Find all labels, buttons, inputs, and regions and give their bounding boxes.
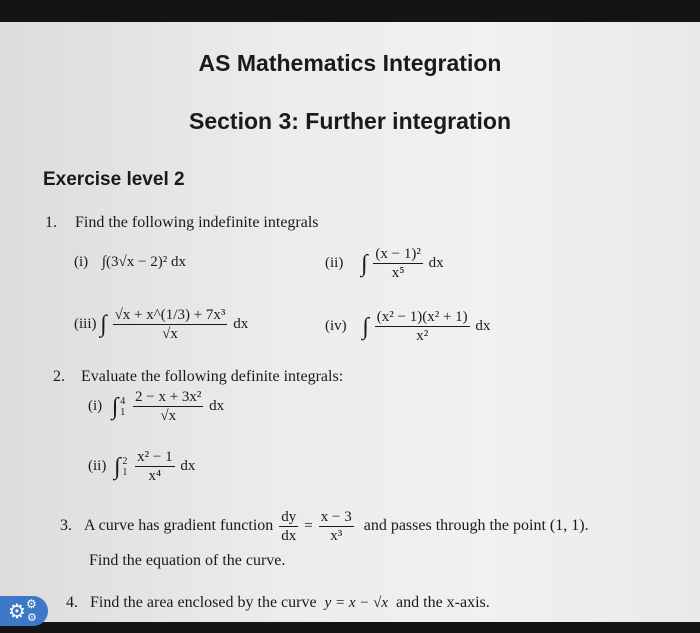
- q2-part-ii-numerator: x² − 1: [137, 449, 173, 465]
- gear-icon: ⚙: [8, 599, 26, 623]
- q1-part-iii-numerator: √x + x^(1/3) + 7x³: [114, 307, 226, 323]
- q1-part-ii-label: (ii): [325, 254, 344, 271]
- q3-equals: =: [304, 518, 313, 535]
- gear-icon: ⚙: [26, 597, 37, 611]
- q2-part-i-upper-limit: 4: [120, 395, 126, 407]
- q3-derivative: [279, 508, 298, 545]
- top-bezel: [0, 0, 700, 22]
- question-1-number: 1.: [45, 214, 57, 231]
- q1-part-ii-dx: dx: [428, 254, 444, 271]
- q1-part-i: [74, 254, 186, 271]
- question-3-line-2: Find the equation of the curve.: [89, 552, 286, 569]
- q1-part-iii-fraction: [113, 306, 228, 343]
- integral-sign: ∫: [111, 393, 119, 420]
- integral-sign: ∫: [100, 311, 107, 338]
- q1-part-iv-label: (iv): [325, 317, 347, 334]
- question-1-text: Find the following indefinite integrals: [75, 214, 319, 231]
- gear-icon: ⚙: [27, 611, 37, 624]
- q3-gradient-numerator: x − 3: [320, 509, 352, 525]
- integral-sign: ∫: [361, 250, 368, 277]
- q1-part-iv-fraction: [375, 308, 470, 345]
- q2-part-i-limits: [120, 396, 125, 418]
- q1-part-ii-fraction: [373, 245, 422, 282]
- exercise-heading: Exercise level 2: [43, 169, 185, 190]
- question-4-number: 4.: [66, 594, 78, 611]
- section-title: Section 3: Further integration: [188, 108, 512, 134]
- integral-sign: ∫: [114, 453, 121, 480]
- question-3-text: A curve has gradient function: [84, 517, 274, 535]
- question-3-line-1: [60, 508, 589, 545]
- q2-part-ii-lower-limit: 1: [122, 466, 128, 478]
- q3-gradient-fraction: [319, 508, 354, 545]
- worksheet-page: [0, 22, 700, 622]
- question-3-number: 3.: [60, 517, 72, 535]
- question-2-number: 2.: [53, 368, 65, 385]
- q2-part-i-denominator: √x: [160, 408, 177, 424]
- q1-part-ii-denominator: x⁵: [391, 265, 405, 281]
- q2-part-ii-label: (ii): [88, 457, 107, 474]
- q1-part-ii: [325, 245, 444, 282]
- q1-part-iii-denominator: √x: [162, 326, 178, 342]
- app-badge[interactable]: [0, 596, 48, 626]
- q2-part-ii-denominator: x⁴: [148, 468, 162, 484]
- q3-derivative-numerator: dy: [281, 509, 297, 525]
- q1-part-iv-numerator: (x² − 1)(x² + 1): [376, 309, 468, 325]
- q2-part-ii-limits: [122, 456, 127, 478]
- q2-part-ii: [88, 448, 195, 485]
- q1-part-i-expr: ∫(3√x − 2)² dx: [101, 254, 186, 270]
- q2-part-i: [88, 388, 224, 425]
- q2-part-ii-fraction: [135, 448, 174, 485]
- q1-part-iii-label: (iii): [74, 315, 97, 332]
- q1-part-iv-dx: dx: [475, 317, 491, 334]
- q2-part-ii-dx: dx: [180, 457, 196, 474]
- q1-part-iii-dx: dx: [233, 315, 249, 332]
- question-4-text-cont: and the x-axis.: [396, 594, 490, 611]
- q1-part-iii: [74, 306, 248, 343]
- q3-derivative-denominator: dx: [281, 528, 297, 544]
- integral-sign: ∫: [362, 313, 369, 340]
- q1-part-iv: [325, 308, 490, 345]
- question-4-text: Find the area enclosed by the curve: [90, 594, 317, 611]
- bottom-bezel: [0, 622, 700, 633]
- q2-part-ii-upper-limit: 2: [122, 455, 128, 467]
- q2-part-i-lower-limit: 1: [120, 406, 126, 418]
- question-3-text-cont: and passes through the point (1, 1).: [363, 517, 589, 535]
- q1-part-ii-numerator: (x − 1)²: [375, 246, 421, 262]
- question-4: [66, 594, 490, 612]
- q2-part-i-fraction: [133, 388, 203, 425]
- q2-part-i-label: (i): [88, 397, 103, 414]
- question-4-expr: y = x − √x: [324, 595, 389, 611]
- q2-part-i-numerator: 2 − x + 3x²: [135, 389, 202, 405]
- q3-gradient-denominator: x³: [330, 528, 343, 544]
- q1-part-iv-denominator: x²: [416, 328, 429, 344]
- page-title: AS Mathematics Integration: [198, 50, 502, 76]
- q2-part-i-dx: dx: [209, 397, 225, 414]
- question-2-text: Evaluate the following definite integrals:: [81, 368, 344, 385]
- q1-part-i-label: (i): [74, 254, 89, 270]
